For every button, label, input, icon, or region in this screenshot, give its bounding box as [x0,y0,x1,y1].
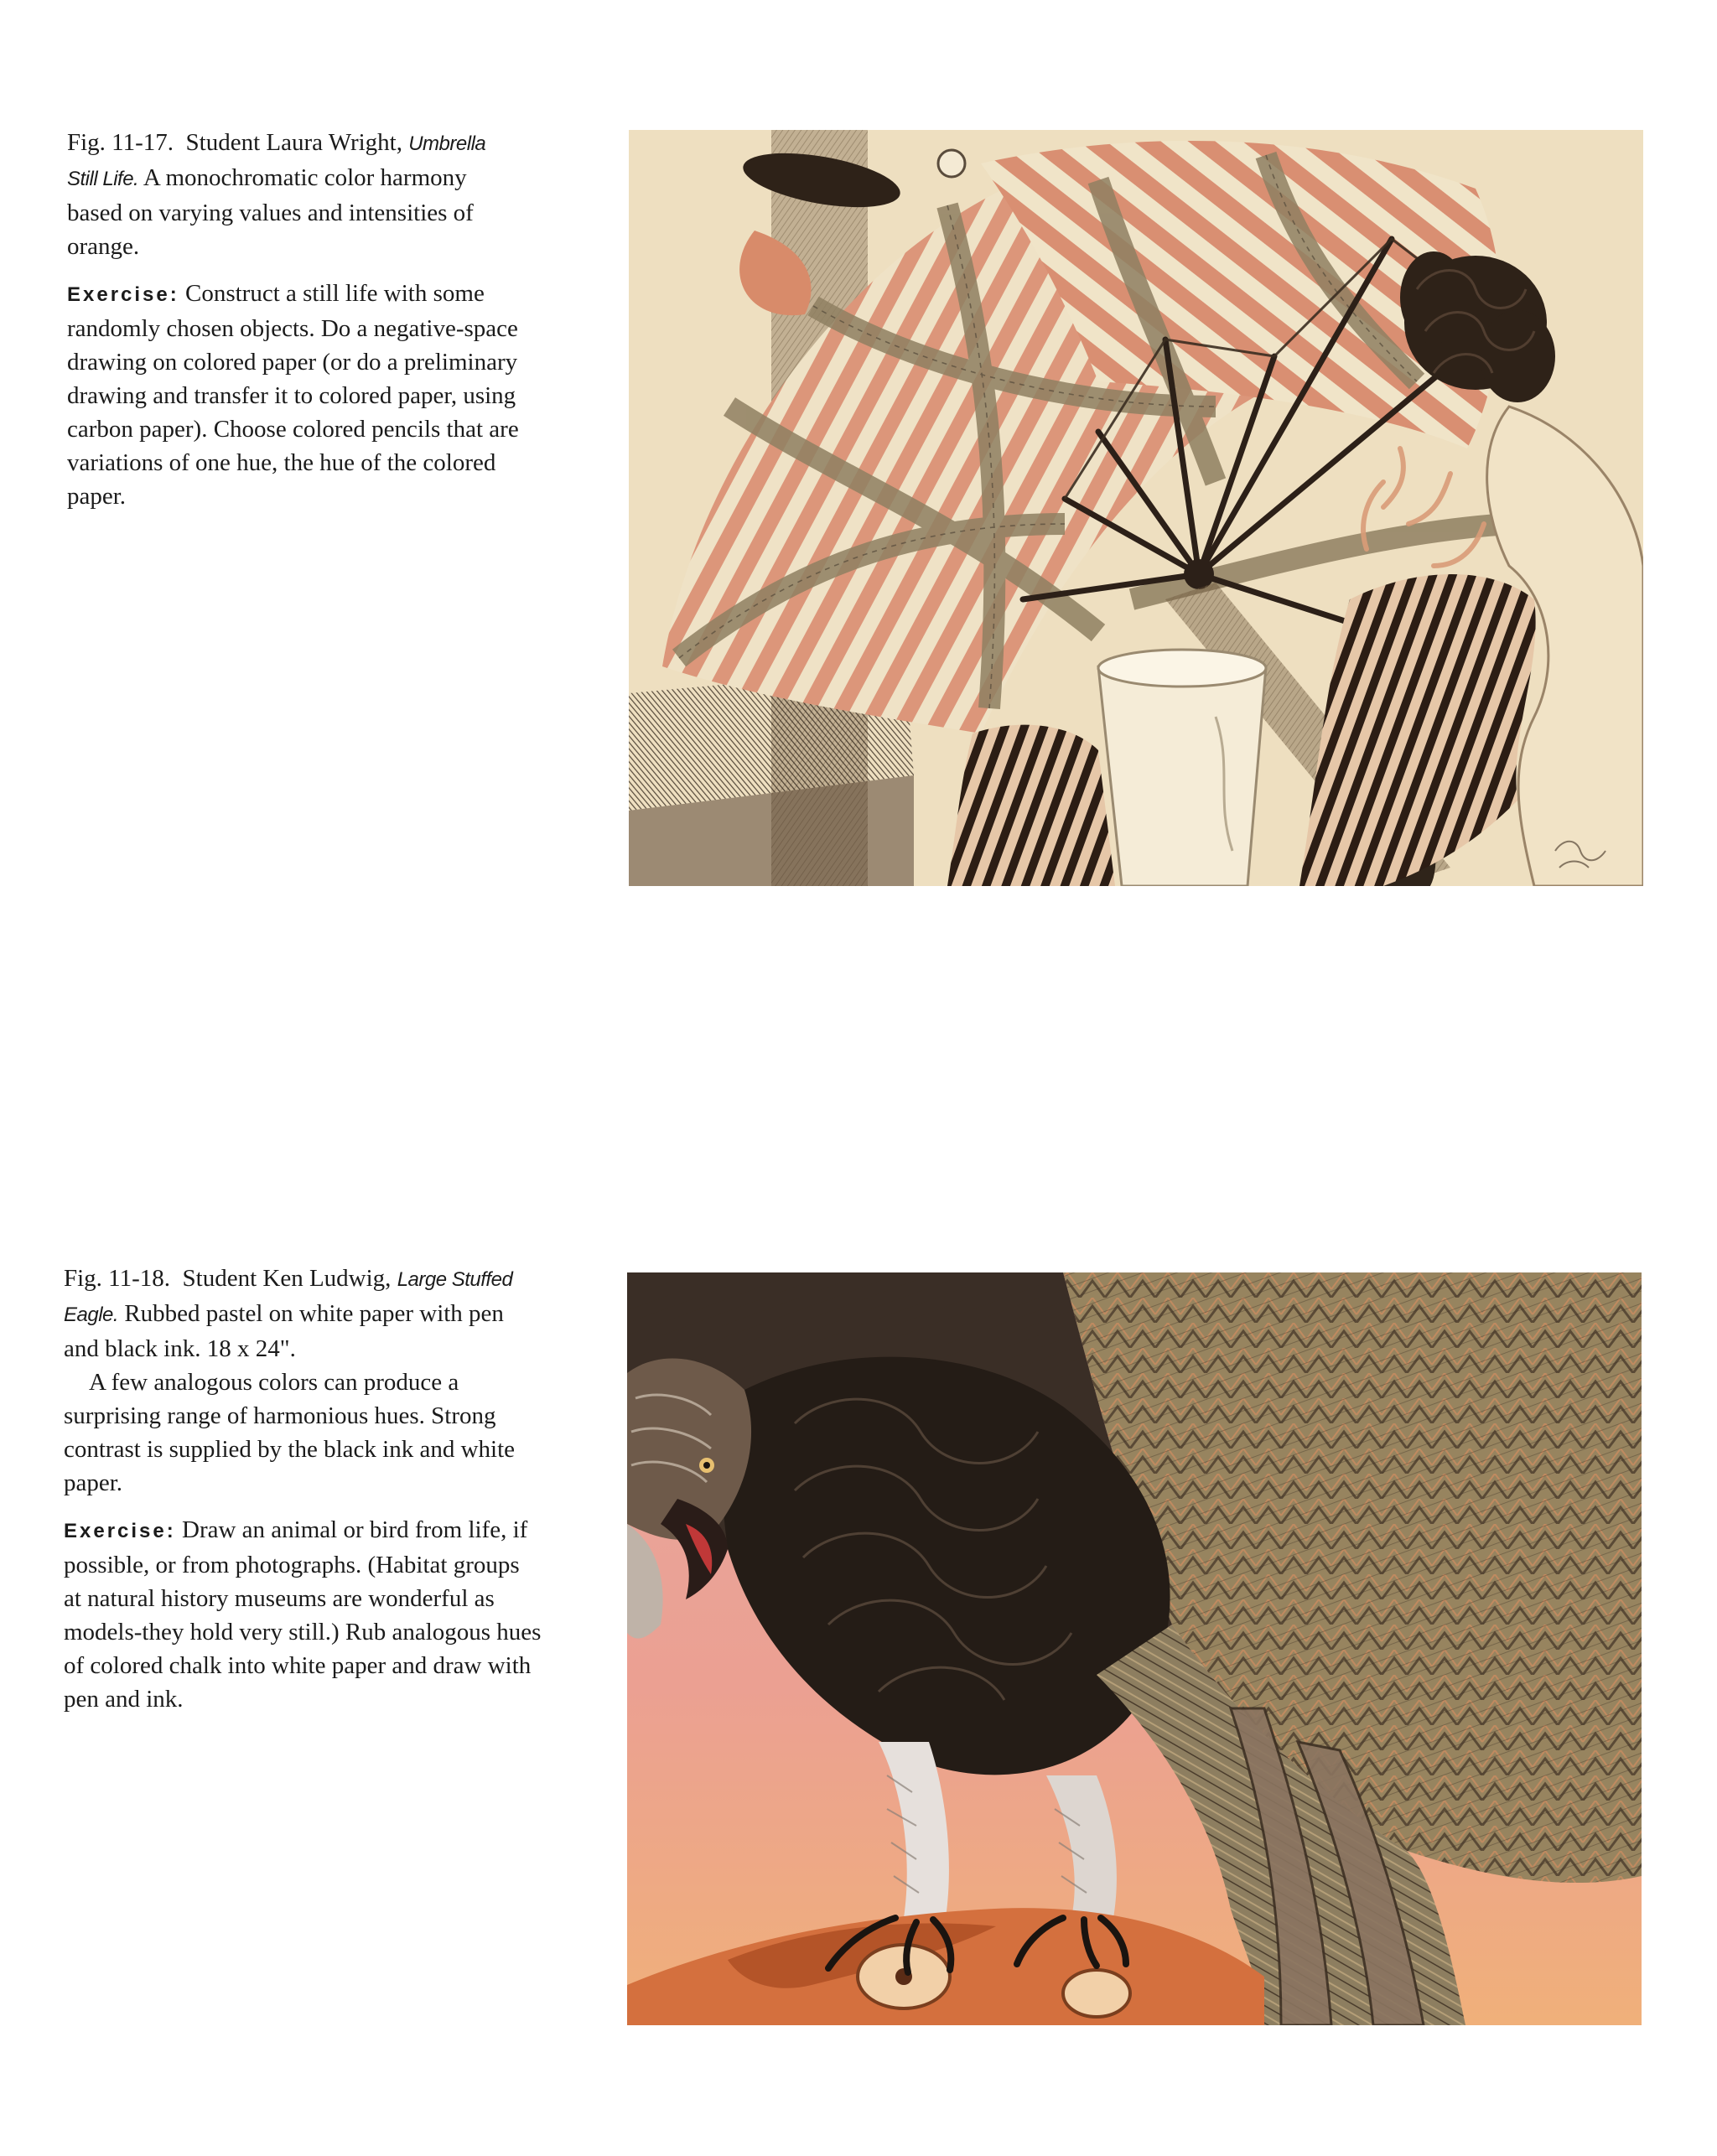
figure-description: Rubbed pastel on white paper with pen and black ink. 18 x 24". [64,1300,504,1362]
exercise-label: Exercise: [67,283,179,306]
figure-number: Fig. 11-18. [64,1265,171,1292]
figure-credit: Student Ken Ludwig, [182,1265,392,1292]
exercise-label: Exercise: [64,1520,176,1542]
umbrella-still-life-illustration [629,130,1643,886]
exercise-paragraph [67,277,520,513]
stuffed-eagle-illustration [627,1272,1642,2025]
exercise-text: Construct a still life with some randomly chosen objects. Do a negative-space drawing on colored paper (or do a preliminary drawing and transfer it to colored paper, using carbon paper). Choose colored pencils that are variations of one hue, the hue of the colored paper. [67,280,519,510]
umbrella-still-life-artwork [629,130,1643,886]
caption-text [67,126,520,263]
caption-text [64,1262,542,1366]
stuffed-eagle-artwork [627,1272,1642,2025]
figure-credit: Student Laura Wright, [185,129,402,156]
exercise-text: Draw an animal or bird from life, if possible, or from photographs. (Habitat groups at natural history museums are wonderful as models-they hold very still.) Rub analogous hues of colored chalk into white paper and draw with pen and ink. [64,1516,542,1713]
figure-caption [64,1262,542,1716]
figure-caption [67,126,520,513]
figure-number: Fig. 11-17. [67,129,174,156]
figure-description: A monochromatic color harmony based on varying values and intensities of orange. [67,164,474,260]
artwork-title: Large Stuffed Eagle. [64,1268,513,1326]
exercise-paragraph [64,1513,542,1716]
artwork-title: Umbrella Still Life. [67,132,486,190]
body-paragraph: A few analogous colors can produce a surprising range of harmonious hues. Strong contrast is supplied by the black ink and white paper. [64,1369,516,1496]
